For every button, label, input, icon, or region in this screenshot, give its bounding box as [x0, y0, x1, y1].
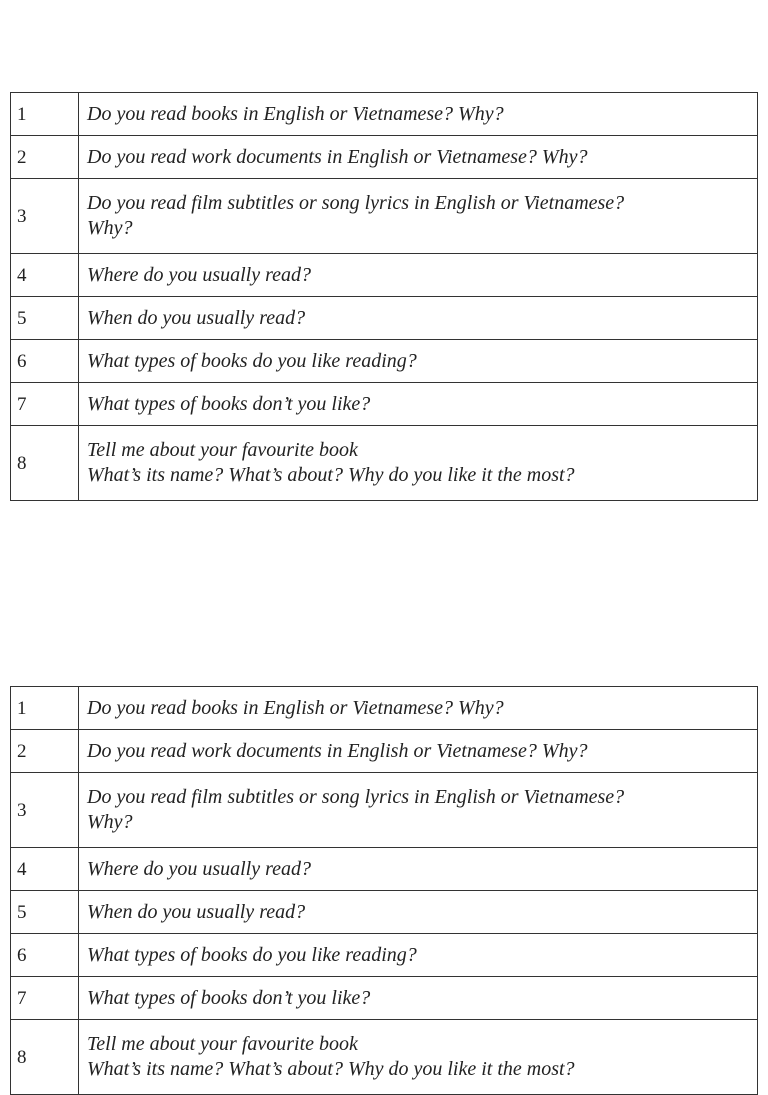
- question-text: Do you read work documents in English or Vietnamese? Why?: [79, 730, 758, 773]
- table-row: [11, 891, 758, 934]
- question-text: Do you read books in English or Vietnamese? Why?: [79, 93, 758, 136]
- table-row: [11, 687, 758, 730]
- table-row: [11, 1020, 758, 1095]
- table-row: [11, 383, 758, 426]
- question-table-2: [10, 686, 758, 1095]
- row-number: 5: [11, 297, 79, 340]
- question-text: What types of books don’t you like?: [79, 383, 758, 426]
- table-row: [11, 254, 758, 297]
- table-row: [11, 977, 758, 1020]
- table-row: [11, 340, 758, 383]
- table-row: [11, 730, 758, 773]
- row-number: 8: [11, 426, 79, 501]
- question-text: What types of books don’t you like?: [79, 977, 758, 1020]
- question-text: Do you read film subtitles or song lyrics in English or Vietnamese? Why?: [79, 773, 758, 848]
- question-text: Tell me about your favourite book What’s its name? What’s about? Why do you like it the most?: [79, 426, 758, 501]
- table-row: [11, 297, 758, 340]
- row-number: 8: [11, 1020, 79, 1095]
- table-row: [11, 93, 758, 136]
- row-number: 5: [11, 891, 79, 934]
- question-text: Where do you usually read?: [79, 848, 758, 891]
- question-table-1: [10, 92, 758, 501]
- row-number: 3: [11, 773, 79, 848]
- question-text: Do you read work documents in English or Vietnamese? Why?: [79, 136, 758, 179]
- question-text: When do you usually read?: [79, 891, 758, 934]
- row-number: 4: [11, 848, 79, 891]
- question-text: When do you usually read?: [79, 297, 758, 340]
- question-text: Do you read books in English or Vietnamese? Why?: [79, 687, 758, 730]
- question-text: What types of books do you like reading?: [79, 340, 758, 383]
- table-row: [11, 179, 758, 254]
- row-number: 1: [11, 93, 79, 136]
- table-row: [11, 426, 758, 501]
- row-number: 2: [11, 136, 79, 179]
- question-text: Tell me about your favourite book What’s its name? What’s about? Why do you like it the most?: [79, 1020, 758, 1095]
- table-row: [11, 773, 758, 848]
- row-number: 6: [11, 934, 79, 977]
- row-number: 7: [11, 977, 79, 1020]
- row-number: 4: [11, 254, 79, 297]
- table-row: [11, 934, 758, 977]
- table-row: [11, 848, 758, 891]
- question-text: Where do you usually read?: [79, 254, 758, 297]
- table-row: [11, 136, 758, 179]
- row-number: 6: [11, 340, 79, 383]
- row-number: 2: [11, 730, 79, 773]
- row-number: 1: [11, 687, 79, 730]
- row-number: 7: [11, 383, 79, 426]
- row-number: 3: [11, 179, 79, 254]
- question-text: What types of books do you like reading?: [79, 934, 758, 977]
- question-text: Do you read film subtitles or song lyrics in English or Vietnamese? Why?: [79, 179, 758, 254]
